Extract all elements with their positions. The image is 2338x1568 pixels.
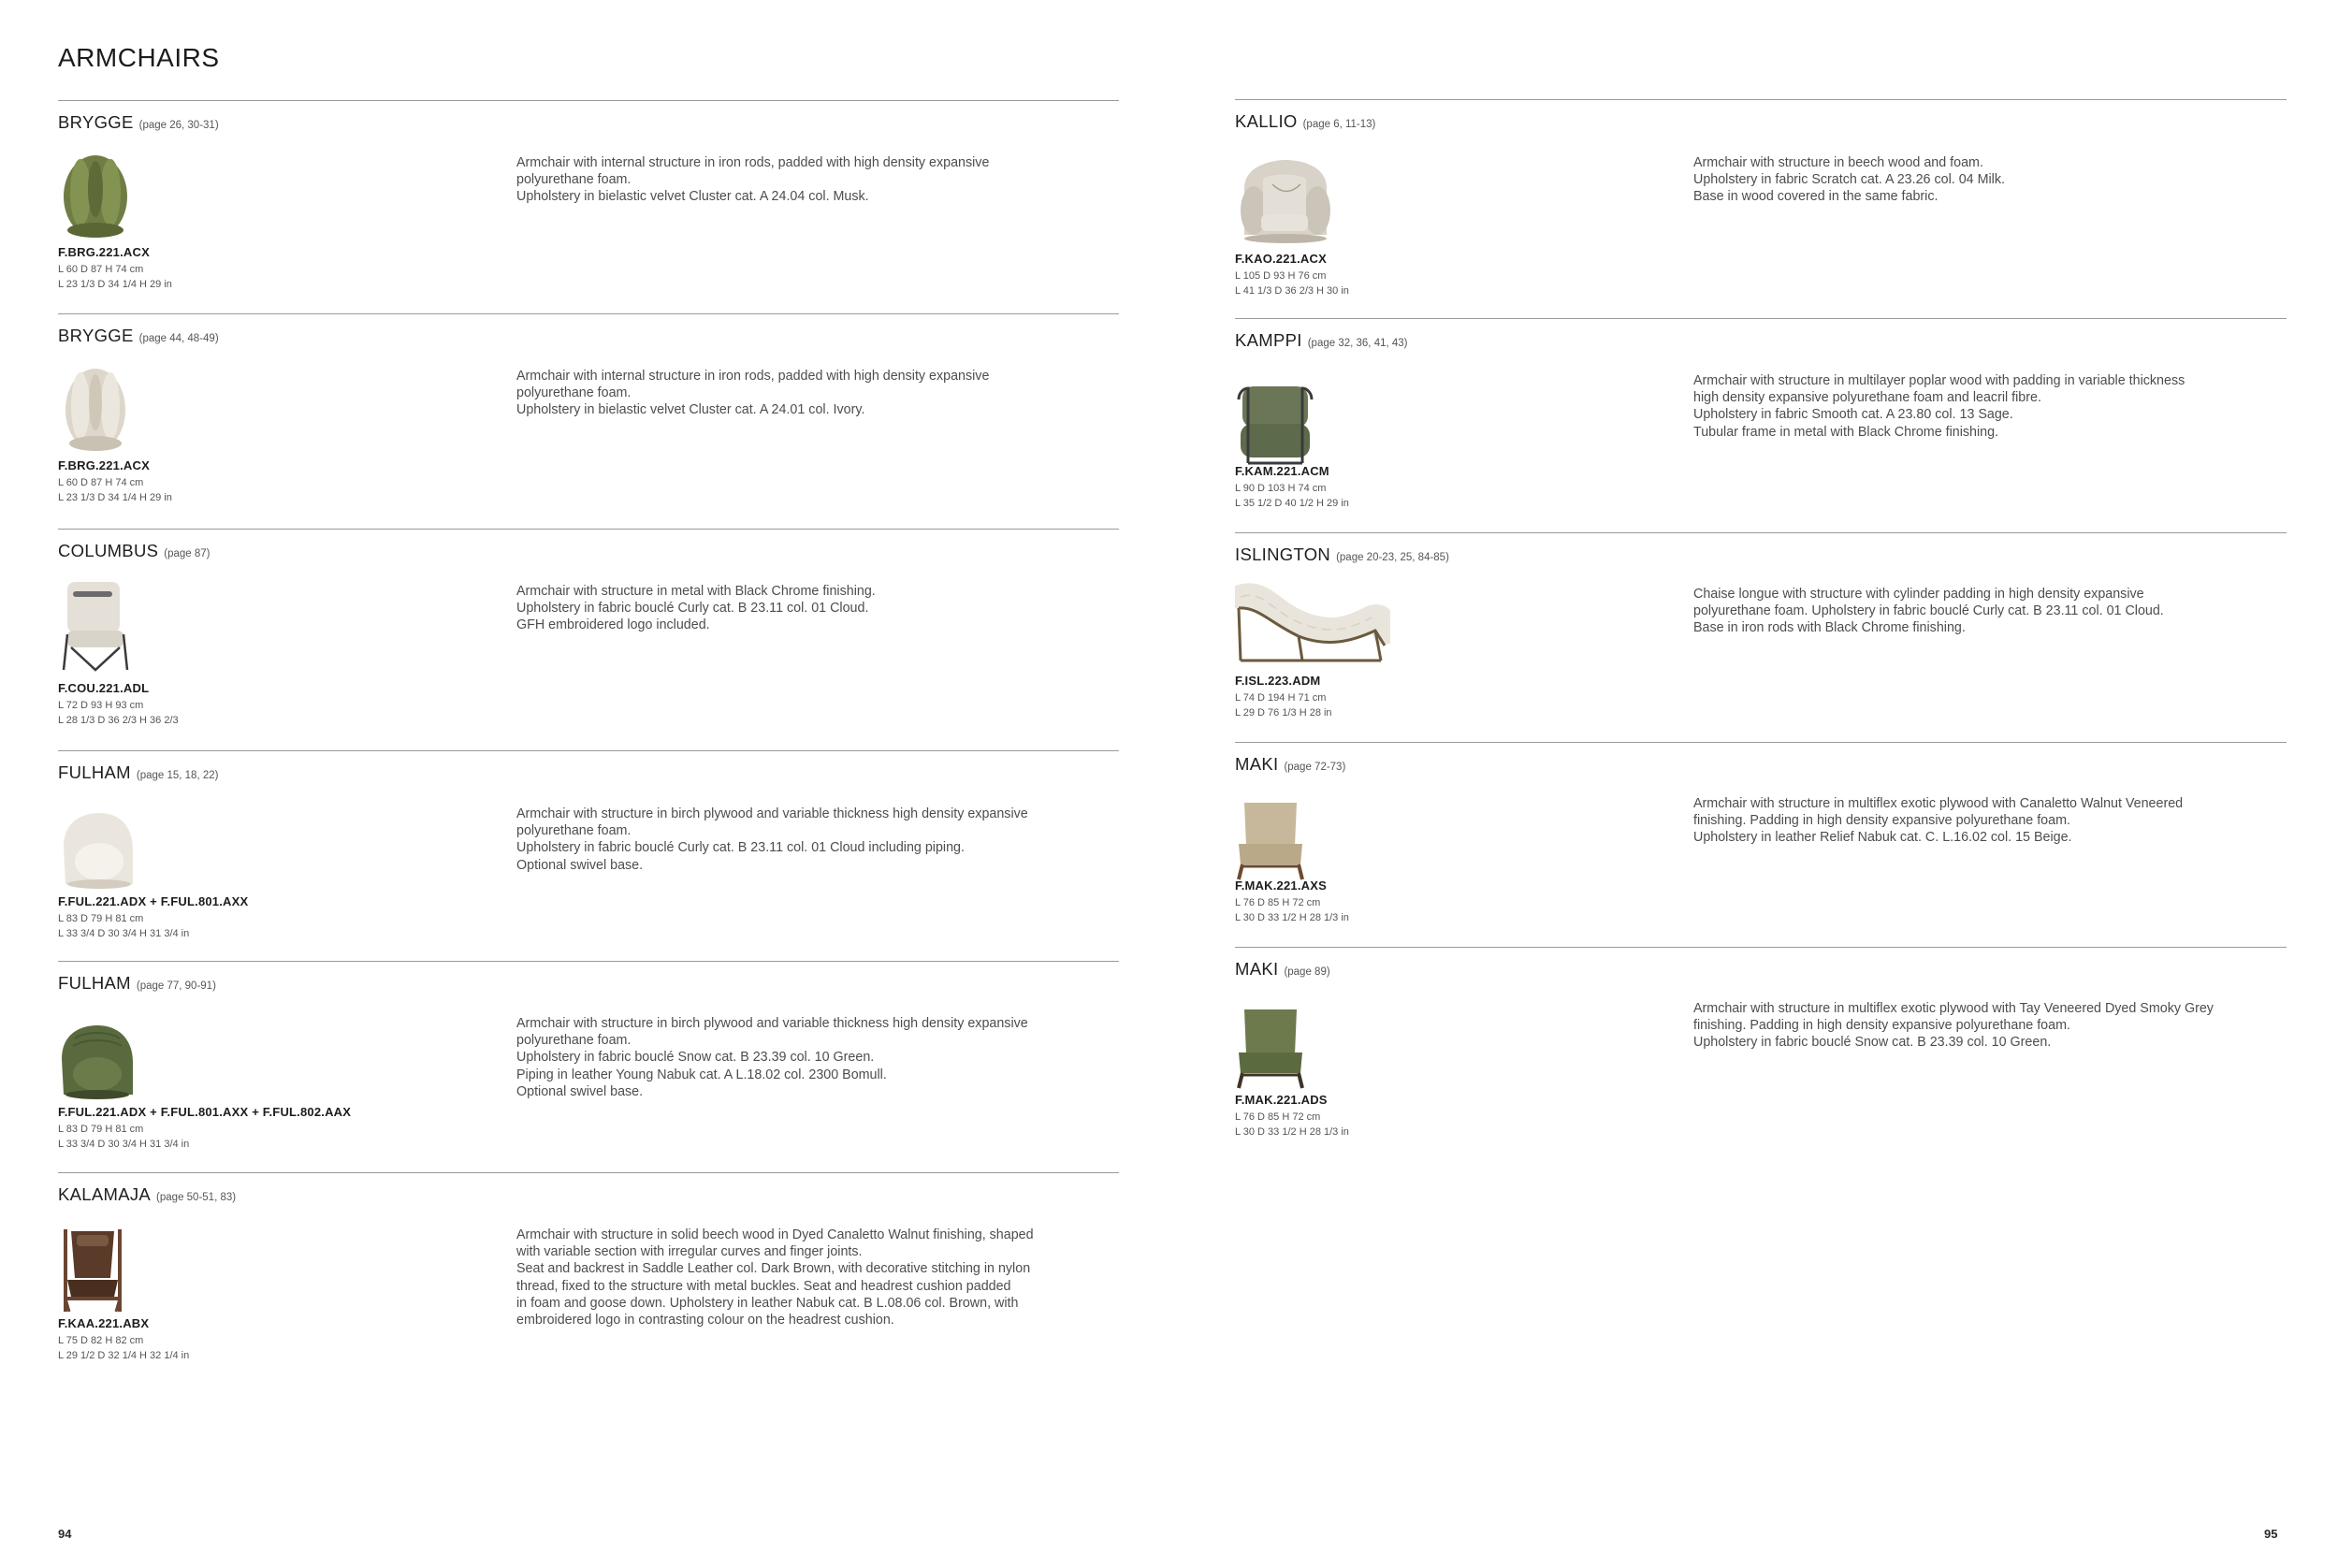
product-entry — [1235, 318, 2287, 532]
description-line: Armchair with structure in multilayer poplar wood with padding in variable thickness — [1693, 373, 2186, 388]
product-description — [516, 1227, 1134, 1328]
description-line: Upholstery in fabric bouclé Snow cat. B 23.39 col. 10 Green. — [516, 1050, 875, 1066]
ivory-velvet-armchair-icon — [58, 363, 133, 453]
page-reference: (page 72-73) — [1284, 762, 1346, 773]
product-entry — [58, 313, 1119, 529]
green-velvet-armchair-icon — [58, 150, 133, 240]
product-code: F.BRG.221.ACX — [58, 458, 150, 472]
description-line: Armchair with structure in solid beech wood in Dyed Canaletto Walnut finishing, shaped — [516, 1227, 1034, 1242]
description-line: polyurethane foam. — [516, 823, 632, 839]
description-line: Upholstery in fabric bouclé Snow cat. B 23.39 col. 10 Green. — [1693, 1035, 2052, 1051]
dimensions-in: L 33 3/4 D 30 3/4 H 31 3/4 in — [58, 928, 190, 939]
dimensions-cm: L 60 D 87 H 74 cm — [58, 477, 144, 488]
description-line: Upholstery in fabric Smooth cat. A 23.80 col. 13 Sage. — [1693, 407, 2013, 423]
product-code: F.FUL.221.ADX + F.FUL.801.AXX — [58, 894, 249, 908]
description-line: polyurethane foam. Upholstery in fabric bouclé Curly cat. B 23.11 col. 01 Cloud. — [1693, 603, 2164, 619]
product-description — [516, 583, 1134, 634]
product-code: F.BRG.221.ACX — [58, 245, 150, 259]
page-reference: (page 20-23, 25, 84-85) — [1336, 552, 1449, 563]
page-reference: (page 87) — [164, 548, 211, 559]
product-code: F.COU.221.ADL — [58, 681, 150, 695]
description-line: Upholstery in fabric bouclé Curly cat. B 23.11 col. 01 Cloud including piping. — [516, 840, 965, 856]
description-line: Upholstery in leather Relief Nabuk cat. C. L.16.02 col. 15 Beige. — [1693, 830, 2072, 846]
dimensions-cm: L 72 D 93 H 93 cm — [58, 700, 144, 711]
product-code: F.MAK.221.ADS — [1235, 1093, 1328, 1107]
product-description — [1693, 586, 2311, 637]
dimensions-cm: L 105 D 93 H 76 cm — [1235, 270, 1327, 282]
product-code: F.ISL.223.ADM — [1235, 674, 1321, 688]
product-name: KALAMAJA — [58, 1184, 152, 1204]
product-heading — [1235, 959, 1330, 980]
description-line: Seat and backrest in Saddle Leather col. Dark Brown, with decorative stitching in nylon — [516, 1261, 1031, 1277]
product-heading — [58, 973, 216, 994]
dimensions-in: L 30 D 33 1/2 H 28 1/3 in — [1235, 912, 1349, 923]
leather-sling-armchair-icon — [58, 1224, 127, 1314]
product-heading — [1235, 330, 1408, 351]
description-line: GFH embroidered logo included. — [516, 617, 710, 633]
metal-frame-armchair-icon — [58, 582, 133, 672]
dimensions-in: L 28 1/3 D 36 2/3 H 36 2/3 — [58, 715, 179, 726]
description-line: Armchair with structure in birch plywood and variable thickness high density expansive — [516, 1016, 1028, 1031]
dimensions-in: L 23 1/3 D 34 1/4 H 29 in — [58, 279, 172, 290]
dimensions-cm: L 60 D 87 H 74 cm — [58, 264, 144, 275]
product-description — [516, 1015, 1134, 1100]
product-name: MAKI — [1235, 754, 1279, 774]
product-entry — [58, 529, 1119, 750]
product-name: KALLIO — [1235, 111, 1298, 131]
description-line: Upholstery in bielastic velvet Cluster cat. A 24.01 col. Ivory. — [516, 402, 865, 418]
product-code: F.KAA.221.ABX — [58, 1316, 150, 1330]
product-name: KAMPPI — [1235, 330, 1302, 350]
dimensions-cm: L 76 D 85 H 72 cm — [1235, 1111, 1321, 1123]
product-entry — [58, 961, 1119, 1172]
white-boucle-armchair-icon — [58, 800, 137, 890]
page-reference: (page 50-51, 83) — [156, 1192, 237, 1203]
description-line: finishing. Padding in high density expansive polyurethane foam. — [1693, 813, 2070, 829]
page-number-right: 95 — [2264, 1527, 2278, 1541]
description-line: with variable section with irregular curves and finger joints. — [516, 1244, 863, 1260]
page-reference: (page 15, 18, 22) — [136, 770, 219, 781]
product-entry — [58, 100, 1119, 313]
product-name: FULHAM — [58, 762, 131, 782]
page-reference: (page 89) — [1284, 966, 1330, 978]
description-line: Upholstery in fabric Scratch cat. A 23.26 col. 04 Milk. — [1693, 172, 2005, 188]
description-line: Armchair with structure in multiflex exotic plywood with Canaletto Walnut Veneered — [1693, 796, 2184, 811]
dimensions-in: L 29 D 76 1/3 H 28 in — [1235, 707, 1332, 719]
description-line: Optional swivel base. — [516, 1083, 644, 1099]
dimensions-in: L 29 1/2 D 32 1/4 H 32 1/4 in — [58, 1350, 190, 1361]
product-description — [1693, 154, 2311, 206]
product-heading — [1235, 111, 1375, 132]
page-reference: (page 6, 11-13) — [1302, 119, 1376, 130]
product-name: ISLINGTON — [1235, 544, 1331, 564]
description-line: polyurethane foam. — [516, 385, 632, 401]
product-name: FULHAM — [58, 973, 131, 993]
product-description — [516, 368, 1134, 419]
product-heading — [58, 762, 218, 783]
description-line: Armchair with internal structure in iron rods, padded with high density expansive — [516, 369, 990, 384]
dimensions-cm: L 83 D 79 H 81 cm — [58, 913, 144, 924]
page-reference: (page 77, 90-91) — [136, 980, 216, 992]
page-reference: (page 32, 36, 41, 43) — [1307, 338, 1408, 349]
green-boucle-armchair-icon — [58, 1010, 137, 1100]
product-name: BRYGGE — [58, 112, 134, 132]
dimensions-cm: L 76 D 85 H 72 cm — [1235, 897, 1321, 908]
description-line: Base in wood covered in the same fabric. — [1693, 189, 1939, 205]
page-reference: (page 44, 48-49) — [138, 333, 219, 344]
page-reference: (page 26, 30-31) — [138, 120, 219, 131]
description-line: thread, fixed to the structure with metal buckles. Seat and headrest cushion padded — [516, 1278, 1011, 1294]
product-name: MAKI — [1235, 959, 1279, 979]
description-line: embroidered logo in contrasting colour on the headrest cushion. — [516, 1313, 894, 1328]
description-line: Armchair with structure in birch plywood and variable thickness high density expansive — [516, 806, 1028, 821]
product-heading — [58, 1184, 236, 1205]
product-description — [1693, 372, 2311, 441]
product-entry — [58, 750, 1119, 961]
product-code: F.MAK.221.AXS — [1235, 878, 1327, 893]
rounded-club-armchair-icon — [1235, 156, 1334, 246]
green-lounge-chair-icon — [1235, 1000, 1306, 1090]
product-entry — [58, 1172, 1119, 1387]
description-line: Base in iron rods with Black Chrome finishing. — [1693, 620, 1966, 636]
product-name: BRYGGE — [58, 326, 134, 345]
product-description — [516, 806, 1134, 874]
product-entry — [1235, 99, 2287, 318]
dimensions-cm: L 75 D 82 H 82 cm — [58, 1335, 144, 1346]
product-heading — [1235, 544, 1449, 565]
dimensions-cm: L 83 D 79 H 81 cm — [58, 1124, 144, 1135]
page-number-left: 94 — [58, 1527, 72, 1541]
description-line: finishing. Padding in high density expansive polyurethane foam. — [1693, 1018, 2070, 1034]
description-line: high density expansive polyurethane foam and leacril fibre. — [1693, 390, 2041, 406]
page-title: ARMCHAIRS — [58, 43, 220, 72]
description-line: Armchair with internal structure in iron rods, padded with high density expansive — [516, 155, 990, 170]
description-line: in foam and goose down. Upholstery in leather Nabuk cat. B L.08.06 col. Brown, with — [516, 1295, 1019, 1311]
dimensions-in: L 33 3/4 D 30 3/4 H 31 3/4 in — [58, 1139, 190, 1150]
dimensions-in: L 30 D 33 1/2 H 28 1/3 in — [1235, 1126, 1349, 1138]
product-code: F.KAM.221.ACM — [1235, 464, 1329, 478]
tubular-frame-armchair-icon — [1235, 377, 1315, 467]
product-heading — [58, 112, 219, 133]
description-line: Chaise longue with structure with cylinder padding in high density expansive — [1693, 587, 2144, 602]
dimensions-cm: L 90 D 103 H 74 cm — [1235, 483, 1327, 494]
product-entry — [1235, 947, 2287, 1153]
dimensions-cm: L 74 D 194 H 71 cm — [1235, 692, 1327, 704]
product-entry — [1235, 742, 2287, 947]
description-line: Optional swivel base. — [516, 857, 644, 873]
description-line: polyurethane foam. — [516, 172, 632, 188]
product-code: F.KAO.221.ACX — [1235, 252, 1327, 266]
product-heading — [58, 541, 210, 561]
description-line: Tubular frame in metal with Black Chrome finishing. — [1693, 424, 1999, 440]
product-heading — [58, 326, 219, 346]
product-entry — [1235, 532, 2287, 742]
product-name: COLUMBUS — [58, 541, 159, 560]
product-description — [1693, 795, 2311, 847]
description-line: Armchair with structure in metal with Black Chrome finishing. — [516, 584, 876, 599]
description-line: Upholstery in fabric bouclé Curly cat. B 23.11 col. 01 Cloud. — [516, 601, 869, 617]
dimensions-in: L 41 1/3 D 36 2/3 H 30 in — [1235, 285, 1349, 297]
description-line: Upholstery in bielastic velvet Cluster cat. A 24.04 col. Musk. — [516, 189, 869, 205]
beige-lounge-chair-icon — [1235, 791, 1306, 881]
product-description — [1693, 1000, 2311, 1052]
description-line: Piping in leather Young Nabuk cat. A L.18.02 col. 2300 Bomull. — [516, 1067, 887, 1082]
product-description — [516, 154, 1134, 206]
chaise-longue-icon — [1235, 580, 1390, 664]
description-line: polyurethane foam. — [516, 1033, 632, 1049]
product-code: F.FUL.221.ADX + F.FUL.801.AXX + F.FUL.802.AAX — [58, 1105, 352, 1119]
description-line: Armchair with structure in multiflex exotic plywood with Tay Veneered Dyed Smoky Grey — [1693, 1001, 2214, 1016]
dimensions-in: L 35 1/2 D 40 1/2 H 29 in — [1235, 498, 1349, 509]
product-heading — [1235, 754, 1345, 775]
dimensions-in: L 23 1/3 D 34 1/4 H 29 in — [58, 492, 172, 503]
description-line: Armchair with structure in beech wood and foam. — [1693, 155, 1983, 170]
